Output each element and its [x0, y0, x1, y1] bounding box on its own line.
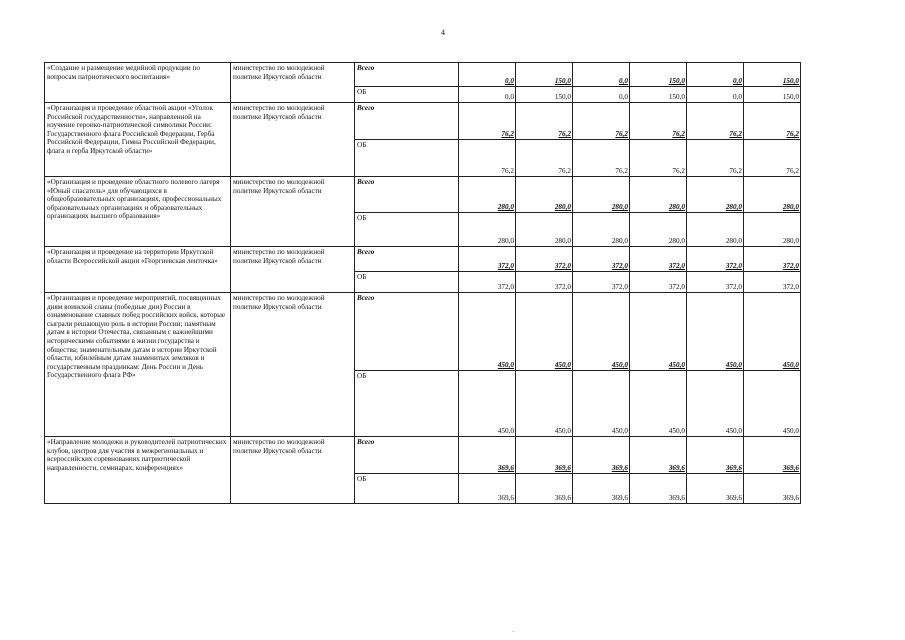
total-value-cell: 76,2 — [630, 103, 687, 140]
page-number: 4 — [441, 28, 445, 37]
table-row — [45, 247, 801, 272]
total-value-cell: 372,0 — [630, 247, 687, 272]
total-value-cell: 372,0 — [687, 247, 744, 272]
responsible-org: министерство по молодежной политике Иркутской области — [233, 294, 325, 311]
total-value-cell: 280,0 — [516, 177, 573, 213]
funding-source-total: Всего — [355, 437, 459, 474]
ob-value-cell: 76,2 — [744, 140, 801, 177]
responsible-org: министерство по молодежной политике Иркутской области — [233, 178, 325, 195]
event-name: «Создание и размещение медийной продукции по вопросам патриотического воспитания» — [47, 64, 200, 81]
total-value-cell: 372,0 — [573, 247, 630, 272]
ob-value-cell: 450,0 — [630, 371, 687, 437]
event-name-cell — [45, 247, 231, 293]
event-name: «Направление молодежи и руководителей патриотических клубов, центров для участия в межрегиональных и всероссийских соревнованиях патриотической направленности, семинарах, конференциях» — [47, 438, 227, 472]
event-name: «Организация и проведение на территории Иркутской области Всероссийской акции «Георгиевская ленточка» — [47, 248, 218, 265]
funding-source-total: Всего — [355, 247, 459, 272]
event-name: «Организация и проведение мероприятий, посвященных дням воинской славы (победные дни) России в ознаменование славных побед российских войск, которые сыграли решающую роль в истории России; памятным датам в истории Отечества, связанным с важнейшими историческими событиями в жизни государства и общества; знаменательным датам в истории Иркутской области, юбилейным датам знаменитых земляков и государственным праздникам: День России и День Государственного флага РФ» — [47, 294, 226, 380]
ob-value-cell: 372,0 — [459, 272, 516, 293]
table-row — [45, 437, 801, 474]
ob-value-cell: 280,0 — [516, 213, 573, 247]
ob-value-cell: 372,0 — [516, 272, 573, 293]
ob-value-cell: 76,2 — [630, 140, 687, 177]
funding-source-ob: ОБ — [355, 213, 459, 247]
ob-value-cell: 280,0 — [744, 213, 801, 247]
ob-value-cell: 372,0 — [573, 272, 630, 293]
total-value-cell: 76,2 — [516, 103, 573, 140]
ob-value-cell: 280,0 — [630, 213, 687, 247]
responsible-org: министерство по молодежной политике Иркутской области — [233, 248, 325, 265]
total-value-cell: 369,6 — [744, 437, 801, 474]
total-value-cell: 372,0 — [744, 247, 801, 272]
funding-source-ob: ОБ — [355, 272, 459, 293]
ob-value-cell: 280,0 — [459, 213, 516, 247]
funding-source-total: Всего — [355, 103, 459, 140]
ob-value-cell: 0,0 — [687, 87, 744, 103]
ob-value-cell: 0,0 — [573, 87, 630, 103]
total-value-cell: 280,0 — [744, 177, 801, 213]
total-value-cell: 369,6 — [459, 437, 516, 474]
ob-value-cell: 369,6 — [516, 474, 573, 504]
ob-value-cell: 76,2 — [459, 140, 516, 177]
total-value-cell: 372,0 — [459, 247, 516, 272]
event-name: «Организация и проведение областного полевого лагеря «Юный спасатель» для обучающихся в общеобразовательных организациях, профессиональных образовательных организациях и образовательных организациях высшего образования» — [47, 178, 222, 221]
ob-value-cell: 372,0 — [630, 272, 687, 293]
total-value-cell: 0,0 — [687, 63, 744, 87]
ob-value-cell: 369,6 — [459, 474, 516, 504]
responsible-org-cell — [231, 63, 355, 103]
total-value-cell: 150,0 — [744, 63, 801, 87]
responsible-org-cell — [231, 103, 355, 177]
ob-value-cell: 76,2 — [573, 140, 630, 177]
ob-value-cell: 372,0 — [687, 272, 744, 293]
ob-value-cell: 369,6 — [744, 474, 801, 504]
footer-mark: · — [512, 628, 515, 636]
funding-source-ob: ОБ — [355, 371, 459, 437]
total-value-cell: 369,6 — [687, 437, 744, 474]
total-value-cell: 450,0 — [630, 293, 687, 371]
total-value-cell: 372,0 — [516, 247, 573, 272]
ob-value-cell: 369,6 — [573, 474, 630, 504]
ob-value-cell: 280,0 — [687, 213, 744, 247]
ob-value-cell: 369,6 — [630, 474, 687, 504]
ob-value-cell: 0,0 — [459, 87, 516, 103]
ob-value-cell: 150,0 — [630, 87, 687, 103]
total-value-cell: 150,0 — [516, 63, 573, 87]
total-value-cell: 150,0 — [630, 63, 687, 87]
total-value-cell: 369,6 — [630, 437, 687, 474]
responsible-org-cell — [231, 437, 355, 504]
table-row — [45, 63, 801, 87]
total-value-cell: 280,0 — [573, 177, 630, 213]
total-value-cell: 280,0 — [687, 177, 744, 213]
total-value-cell: 450,0 — [687, 293, 744, 371]
funding-source-ob: ОБ — [355, 140, 459, 177]
total-value-cell: 369,6 — [573, 437, 630, 474]
ob-value-cell: 450,0 — [459, 371, 516, 437]
ob-value-cell: 369,6 — [687, 474, 744, 504]
event-name-cell — [45, 63, 231, 103]
funding-source-total: Всего — [355, 63, 459, 87]
table-row — [45, 177, 801, 213]
total-value-cell: 0,0 — [459, 63, 516, 87]
total-value-cell: 76,2 — [573, 103, 630, 140]
total-value-cell: 280,0 — [630, 177, 687, 213]
total-value-cell: 280,0 — [459, 177, 516, 213]
responsible-org: министерство по молодежной политике Иркутской области — [233, 438, 325, 455]
responsible-org-cell — [231, 177, 355, 247]
total-value-cell: 450,0 — [573, 293, 630, 371]
ob-value-cell: 150,0 — [744, 87, 801, 103]
table-row — [45, 293, 801, 371]
funding-source-total: Всего — [355, 293, 459, 371]
total-value-cell: 450,0 — [459, 293, 516, 371]
total-value-cell: 76,2 — [744, 103, 801, 140]
table-row — [45, 103, 801, 140]
ob-value-cell: 150,0 — [516, 87, 573, 103]
total-value-cell: 76,2 — [687, 103, 744, 140]
table-body — [45, 63, 801, 504]
total-value-cell: 76,2 — [459, 103, 516, 140]
funding-source-ob: ОБ — [355, 87, 459, 103]
ob-value-cell: 372,0 — [744, 272, 801, 293]
event-name-cell — [45, 177, 231, 247]
ob-value-cell: 450,0 — [516, 371, 573, 437]
responsible-org-cell — [231, 247, 355, 293]
ob-value-cell: 76,2 — [516, 140, 573, 177]
responsible-org: министерство по молодежной политике Иркутской области — [233, 64, 325, 81]
budget-table — [44, 62, 801, 504]
ob-value-cell: 450,0 — [744, 371, 801, 437]
responsible-org: министерство по молодежной политике Иркутской области — [233, 104, 325, 121]
funding-source-ob: ОБ — [355, 474, 459, 504]
event-name-cell — [45, 437, 231, 504]
total-value-cell: 369,6 — [516, 437, 573, 474]
ob-value-cell: 450,0 — [687, 371, 744, 437]
total-value-cell: 0,0 — [573, 63, 630, 87]
total-value-cell: 450,0 — [744, 293, 801, 371]
ob-value-cell: 76,2 — [687, 140, 744, 177]
total-value-cell: 450,0 — [516, 293, 573, 371]
event-name-cell — [45, 103, 231, 177]
ob-value-cell: 450,0 — [573, 371, 630, 437]
responsible-org-cell — [231, 293, 355, 437]
funding-source-total: Всего — [355, 177, 459, 213]
event-name: «Организация и проведение областной акции «Уголок Российской государственности», направленной на изучение героико-патриотической символики России: Государственного флага Российской Федерации, Герба Российской Федерации, Гимна Российской Федерации, флага и герба Иркутской области» — [47, 104, 216, 155]
ob-value-cell: 280,0 — [573, 213, 630, 247]
event-name-cell — [45, 293, 231, 437]
